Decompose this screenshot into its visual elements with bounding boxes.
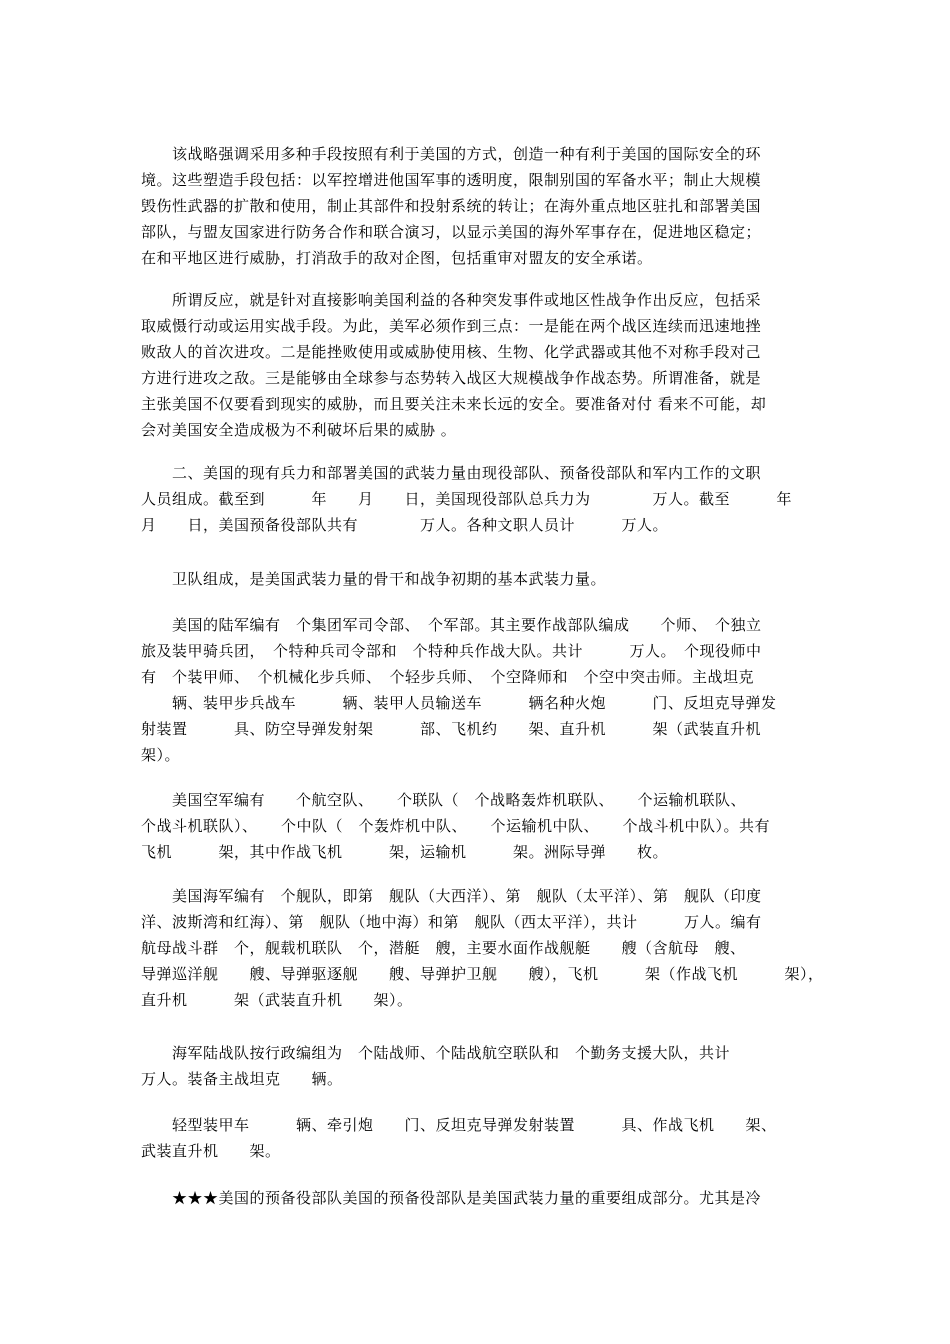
text-line: ★★★美国的预备役部队美国的预备役部队是美国武装力量的重要组成部分。尤其是冷 <box>141 1189 762 1207</box>
text-line: 卫队组成，是美国武装力量的骨干和战争初期的基本武装力量。 <box>141 570 607 588</box>
paragraph-air-force <box>141 787 813 865</box>
text-line: 境。这些塑造手段包括：以军控增进他国军事的透明度，限制别国的军备水平；制止大规模 <box>141 171 762 189</box>
paragraph-marines-equipment <box>141 1112 813 1164</box>
text-line: 二、美国的现有兵力和部署美国的武装力量由现役部队、预备役部队和军内工作的文职 <box>141 464 762 482</box>
text-line: 导弹巡洋舰 艘、导弹驱逐舰 艘、导弹护卫舰 艘），飞机 架（作战飞机 架）， <box>141 965 824 983</box>
text-line: 轻型装甲车 辆、牵引炮 门、反坦克导弹发射装置 具、作战飞机 架、 <box>141 1116 777 1134</box>
paragraph-navy <box>141 883 824 1013</box>
text-line: 辆、装甲步兵战车 辆、装甲人员输送车 辆名种火炮 门、反坦克导弹发 <box>141 694 777 712</box>
text-line: 方进行进攻之敌。三是能够由全球参与态势转入战区大规模战争作战态势。所谓准备，就是 <box>141 369 762 387</box>
text-line: 个战斗机联队）、 个中队（ 个轰炸机中队、 个运输机中队、 个战斗机中队）。共有 <box>141 817 771 835</box>
text-line: 武装直升机 架。 <box>141 1142 281 1160</box>
text-line: 该战略强调采用多种手段按照有利于美国的方式，创造一种有利于美国的国际安全的环 <box>141 145 762 163</box>
text-line: 海军陆战队按行政编组为 个陆战师、个陆战航空联队和 个勤务支援大队，共计 <box>141 1044 731 1062</box>
paragraph-shaping-strategy <box>141 141 813 271</box>
text-line: 架）。 <box>141 746 181 764</box>
text-line: 毁伤性武器的扩散和使用，制止其部件和投射系统的转让；在海外重点地区驻扎和部署美国 <box>141 197 762 215</box>
text-line: 部队，与盟友国家进行防务合作和联合演习，以显示美国的海外军事存在，促进地区稳定； <box>141 223 762 241</box>
paragraph-marines <box>141 1040 813 1092</box>
text-line: 万人。装备主战坦克 辆。 <box>141 1070 343 1088</box>
text-line: 在和平地区进行威胁，打消敌手的敌对企图，包括重审对盟友的安全承诺。 <box>141 249 653 267</box>
paragraph-guard <box>141 566 813 592</box>
paragraph-response <box>141 287 813 443</box>
paragraph-army <box>141 612 813 768</box>
text-line: 主张美国不仅要看到现实的威胁，而且要关注未来长远的安全。要准备对付 看来不可能，却 <box>141 395 767 413</box>
text-line: 美国空军编有 个航空队、 个联队（ 个战略轰炸机联队、 个运输机联队、 <box>141 791 747 809</box>
text-line: 洋、波斯湾和红海）、第 舰队（地中海）和第 舰队（西太平洋），共计 万人。编有 <box>141 913 762 931</box>
text-line: 美国的陆军编有 个集团军司令部、 个军部。其主要作战部队编成 个师、 个独立 <box>141 616 762 634</box>
text-line: 所谓反应，就是针对直接影响美国利益的各种突发事件或地区性战争作出反应，包括采 <box>141 291 762 309</box>
text-line: 败敌人的首次进攻。二是能挫败使用或威胁使用核、生物、化学武器或其他不对称手段对己 <box>141 343 762 361</box>
paragraph-existing-forces <box>141 460 813 538</box>
text-line: 航母战斗群 个，舰载机联队 个，潜艇 艘，主要水面作战舰艇 艘（含航母 艘、 <box>141 939 746 957</box>
text-line: 取威慑行动或运用实战手段。为此，美军必须作到三点：一是能在两个战区连续而迅速地挫 <box>141 317 762 335</box>
text-line: 直升机 架（武装直升机 架）。 <box>141 991 413 1009</box>
text-line: 旅及装甲骑兵团， 个特种兵司令部和 个特种兵作战大队。共计 万人。 个现役师中 <box>141 642 762 660</box>
paragraph-reserve <box>141 1185 813 1211</box>
text-line: 有 个装甲师、 个机械化步兵师、 个轻步兵师、 个空降师和 个空中突击师。主战坦克 <box>141 668 755 686</box>
text-line: 射装置 具、防空导弹发射架 部、飞机约 架、直升机 架（武装直升机 <box>141 720 762 738</box>
text-line: 会对美国安全造成极为不利破坏后果的威胁 。 <box>141 421 457 439</box>
text-line: 飞机 架，其中作战飞机 架，运输机 架。洲际导弹 枚。 <box>141 843 669 861</box>
text-line: 月 日，美国预备役部队共有 万人。各种文职人员计 万人。 <box>141 516 669 534</box>
text-line: 人员组成。截至到 年 月 日，美国现役部队总兵力为 万人。截至 年 <box>141 490 793 508</box>
text-line: 美国海军编有 个舰队，即第 舰队（大西洋）、第 舰队（太平洋）、第 舰队（印度 <box>141 887 762 905</box>
